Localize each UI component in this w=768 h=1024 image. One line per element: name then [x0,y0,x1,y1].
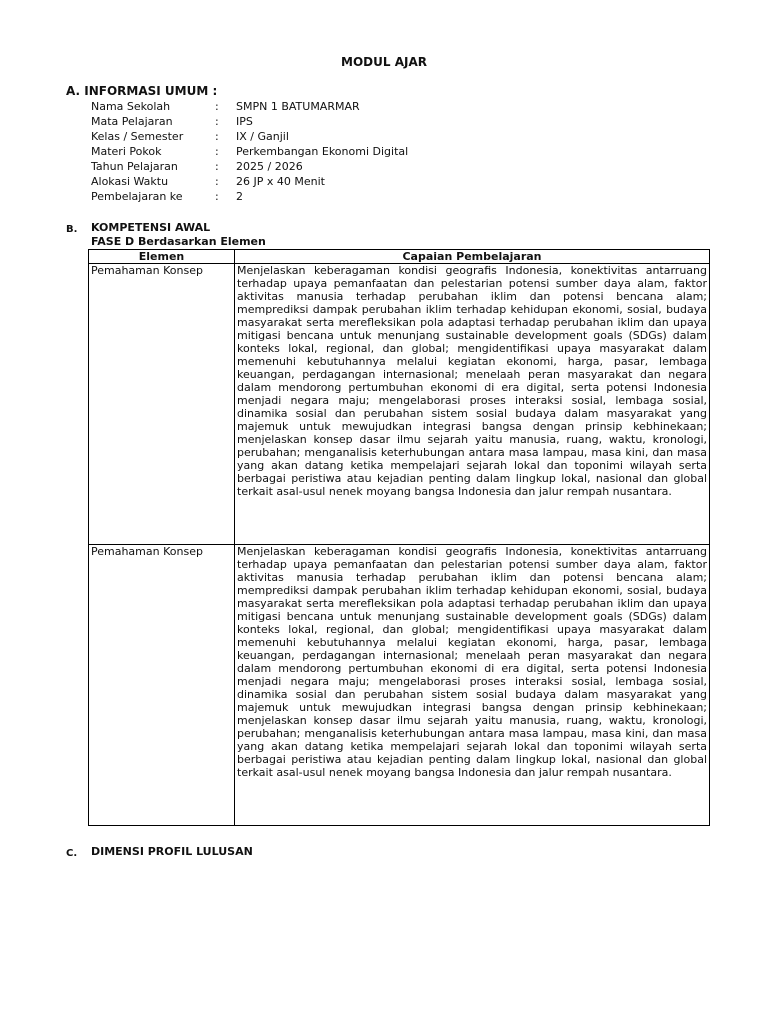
info-colon: : [215,175,219,188]
info-label: Materi Pokok [91,145,162,158]
info-value: SMPN 1 BATUMARMAR [236,100,360,113]
info-colon: : [215,145,219,158]
info-label: Pembelajaran ke [91,190,183,203]
elemen-cell: Pemahaman Konsep [89,264,235,545]
info-label: Nama Sekolah [91,100,171,113]
info-label: Tahun Pelajaran [91,160,178,173]
info-label: Mata Pelajaran [91,115,173,128]
info-value: IX / Ganjil [236,130,289,143]
section-b-subheading: FASE D Berdasarkan Elemen [91,235,266,248]
table-row [89,545,710,826]
kompetensi-table [88,249,710,826]
capaian-cell: Menjelaskan keberagaman kondisi geografis Indonesia, konektivitas antarruang terhadap upaya pemanfaatan dan pelestarian potensi sumber daya alam, faktor aktivitas manusia terhadap perubahan iklim dan potensi bencana alam; memprediksi dampak perubahan iklim terhadap kehidupan ekonomi, sosial, budaya masyarakat serta merefleksikan pola adaptasi terhadap perubahan iklim dan upaya mitigasi bencana untuk menunjang sustainable development goals (SDGs) dalam konteks lokal, regional, dan global; mengidentifikasi upaya masyarakat dalam memenuhi kebutuhannya melalui kegiatan ekonomi, harga, pasar, lembaga keuangan, perdagangan internasional; menelaah peran masyarakat dan negara dalam mendorong pertumbuhan ekonomi di era digital, serta potensi Indonesia menjadi negara maju; mengelaborasi proses interaksi sosial, lembaga sosial, dinamika sosial dan perubahan sistem sosial budaya dalam masyarakat yang majemuk untuk mewujudkan integrasi bangsa dengan prinsip kebhinekaan; menjelaskan konsep dasar ilmu sejarah yaitu manusia, ruang, waktu, kronologi, perubahan; menganalisis keterhubungan antara masa lampau, masa kini, dan masa yang akan datang ketika mempelajari sejarah lokal dan toponimi wilayah serta berbagai peristiwa atau kejadian penting dalam lingkup lokal, nasional dan global terkait asal-usul nenek moyang bangsa Indonesia dan jalur rempah nusantara. [235,264,710,545]
info-colon: : [215,130,219,143]
info-value: 26 JP x 40 Menit [236,175,325,188]
info-value: Perkembangan Ekonomi Digital [236,145,409,158]
info-colon: : [215,115,219,128]
header-capaian: Capaian Pembelajaran [235,250,710,264]
table-header-row [89,250,710,264]
info-value: 2025 / 2026 [236,160,303,173]
capaian-cell: Menjelaskan keberagaman kondisi geografis Indonesia, konektivitas antarruang terhadap upaya pemanfaatan dan pelestarian potensi sumber daya alam, faktor aktivitas manusia terhadap perubahan iklim dan potensi bencana alam; memprediksi dampak perubahan iklim terhadap kehidupan ekonomi, sosial, budaya masyarakat serta merefleksikan pola adaptasi terhadap perubahan iklim dan upaya mitigasi bencana untuk menunjang sustainable development goals (SDGs) dalam konteks lokal, regional, dan global; mengidentifikasi upaya masyarakat dalam memenuhi kebutuhannya melalui kegiatan ekonomi, harga, pasar, lembaga keuangan, perdagangan internasional; menelaah peran masyarakat dan negara dalam mendorong pertumbuhan ekonomi di era digital, serta potensi Indonesia menjadi negara maju; mengelaborasi proses interaksi sosial, lembaga sosial, dinamika sosial dan perubahan sistem sosial budaya dalam masyarakat yang majemuk untuk mewujudkan integrasi bangsa dengan prinsip kebhinekaan; menjelaskan konsep dasar ilmu sejarah yaitu manusia, ruang, waktu, kronologi, perubahan; menganalisis keterhubungan antara masa lampau, masa kini, dan masa yang akan datang ketika mempelajari sejarah lokal dan toponimi wilayah serta berbagai peristiwa atau kejadian penting dalam lingkup lokal, nasional dan global terkait asal-usul nenek moyang bangsa Indonesia dan jalur rempah nusantara. [235,545,710,826]
section-a-heading: A. INFORMASI UMUM : [66,84,218,98]
section-b-heading: KOMPETENSI AWAL [91,221,211,234]
page-title: MODUL AJAR [341,55,427,69]
elemen-cell: Pemahaman Konsep [89,545,235,826]
table-row [89,264,710,545]
info-label: Alokasi Waktu [91,175,169,188]
info-label: Kelas / Semester [91,130,184,143]
info-colon: : [215,190,219,203]
info-value: IPS [236,115,253,128]
section-c-letter: C. [66,848,78,859]
section-c-heading: DIMENSI PROFIL LULUSAN [91,845,253,858]
info-colon: : [215,100,219,113]
info-value: 2 [236,190,243,203]
info-colon: : [215,160,219,173]
section-b-letter: B. [66,224,78,235]
header-elemen: Elemen [89,250,235,264]
